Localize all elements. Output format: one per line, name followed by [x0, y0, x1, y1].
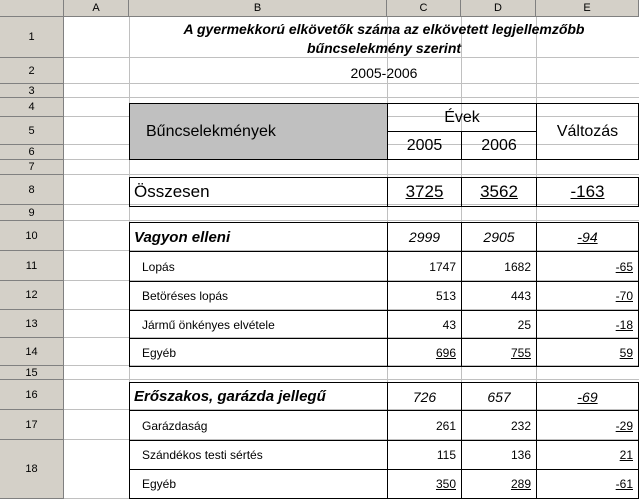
total-2006[interactable]: 3562: [461, 177, 537, 207]
row-header-8[interactable]: 8: [0, 175, 64, 205]
row-header-15[interactable]: 15: [0, 366, 64, 380]
property-item-2005[interactable]: 43: [387, 310, 462, 339]
property-item-2005[interactable]: 513: [387, 281, 462, 311]
header-change[interactable]: Változás: [536, 103, 639, 160]
property-item-2006[interactable]: 755: [461, 338, 537, 367]
row-header-11[interactable]: 11: [0, 251, 64, 281]
violent-item-label[interactable]: Garázdaság: [129, 410, 388, 441]
row-header-4[interactable]: 4: [0, 98, 64, 117]
property-item-change[interactable]: 59: [536, 338, 639, 367]
violent-item-2006[interactable]: 289: [461, 469, 537, 499]
property-item-label[interactable]: Egyéb: [129, 338, 388, 367]
property-item-change[interactable]: -65: [536, 251, 639, 282]
property-item-2005[interactable]: 696: [387, 338, 462, 367]
violent-item-2005[interactable]: 115: [387, 440, 462, 470]
header-2005[interactable]: 2005: [387, 131, 462, 160]
total-2005[interactable]: 3725: [387, 177, 462, 207]
row-header-7[interactable]: 7: [0, 160, 64, 175]
gridline-horizontal: [64, 97, 639, 98]
violent-item-2005[interactable]: 350: [387, 469, 462, 499]
property-change[interactable]: -94: [536, 222, 639, 252]
property-item-2005[interactable]: 1747: [387, 251, 462, 282]
column-header-d[interactable]: D: [461, 0, 536, 17]
violent-item-2005[interactable]: 261: [387, 410, 462, 441]
property-item-2006[interactable]: 1682: [461, 251, 537, 282]
violent-2005[interactable]: 726: [387, 382, 462, 411]
header-years[interactable]: Évek: [387, 103, 537, 132]
property-item-change[interactable]: -70: [536, 281, 639, 311]
title-period: 2005-2006: [350, 65, 418, 81]
column-header-e[interactable]: E: [536, 0, 639, 17]
total-change[interactable]: -163: [536, 177, 639, 207]
property-item-2006[interactable]: 443: [461, 281, 537, 311]
row-header-17[interactable]: 17: [0, 410, 64, 440]
select-all-corner[interactable]: [0, 0, 64, 17]
violent-change[interactable]: -69: [536, 382, 639, 411]
property-item-2006[interactable]: 25: [461, 310, 537, 339]
row-header-16[interactable]: 16: [0, 380, 64, 410]
row-header-2[interactable]: 2: [0, 58, 64, 84]
row-header-5[interactable]: 5: [0, 117, 64, 145]
property-item-label[interactable]: Betöréses lopás: [129, 281, 388, 311]
violent-item-change[interactable]: 21: [536, 440, 639, 470]
column-header-b[interactable]: B: [129, 0, 387, 17]
row-header-3[interactable]: 3: [0, 84, 64, 98]
row-header-1[interactable]: 1: [0, 17, 64, 58]
row-header-14[interactable]: 14: [0, 338, 64, 366]
column-header-a[interactable]: A: [64, 0, 129, 17]
property-label[interactable]: Vagyon elleni: [129, 222, 388, 252]
violent-item-change[interactable]: -29: [536, 410, 639, 441]
violent-item-label[interactable]: Egyéb: [129, 469, 388, 499]
property-item-label[interactable]: Jármű önkényes elvétele: [129, 310, 388, 339]
violent-label[interactable]: Erőszakos, garázda jellegű: [129, 382, 388, 411]
title-line-2: bűncselekmény szerint: [306, 40, 462, 56]
gridline-horizontal: [64, 379, 639, 380]
violent-item-2006[interactable]: 232: [461, 410, 537, 441]
violent-item-label[interactable]: Szándékos testi sértés: [129, 440, 388, 470]
header-crimes[interactable]: Bűncselekmények: [129, 103, 388, 160]
row-header-9[interactable]: 9: [0, 205, 64, 221]
property-item-change[interactable]: -18: [536, 310, 639, 339]
row-header-12[interactable]: 12: [0, 281, 64, 310]
row-header-13[interactable]: 13: [0, 310, 64, 338]
gridline-horizontal: [64, 220, 639, 221]
property-2005[interactable]: 2999: [387, 222, 462, 252]
violent-2006[interactable]: 657: [461, 382, 537, 411]
column-header-c[interactable]: C: [387, 0, 461, 17]
violent-item-2006[interactable]: 136: [461, 440, 537, 470]
violent-item-change[interactable]: -61: [536, 469, 639, 499]
property-item-label[interactable]: Lopás: [129, 251, 388, 282]
title-line-1: A gyermekkorú elkövetők száma az elkövetett legjellemzőbb: [183, 21, 585, 37]
gridline-horizontal: [64, 174, 639, 175]
total-label[interactable]: Összesen: [129, 177, 388, 207]
property-2006[interactable]: 2905: [461, 222, 537, 252]
header-2006[interactable]: 2006: [461, 131, 537, 160]
row-header-10[interactable]: 10: [0, 221, 64, 251]
row-header-6[interactable]: 6: [0, 145, 64, 160]
row-header-18[interactable]: 18: [0, 440, 64, 499]
